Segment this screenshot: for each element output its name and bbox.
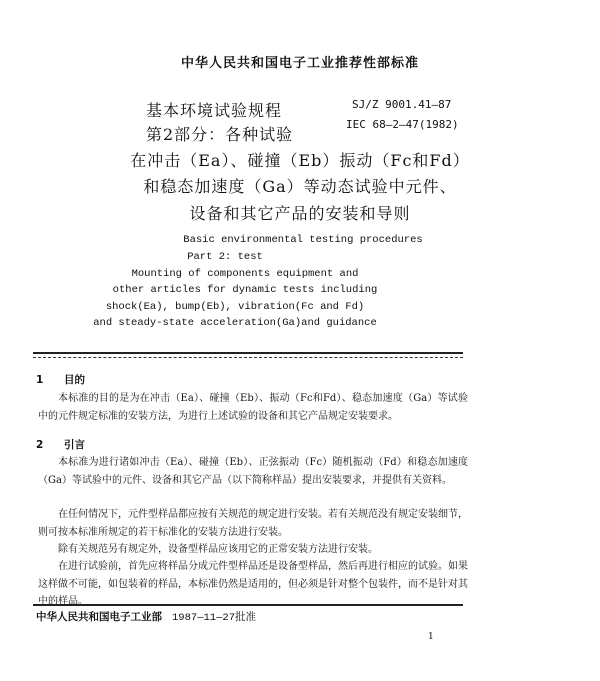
section-1-heading [36,372,85,387]
footer [36,609,256,624]
section-2-paragraph: 除有关规范另有规定外，设备型样品应该用它的正常安装方法进行安装。 [58,544,378,555]
section-2-paragraph: 本标准为进行诸如冲击（Ea）、碰撞（Eb）、正弦振动（Fc）随机振动（Fd）和稳态加速度（Ga）等试验中的元件、设备和其它产品（以下简称样品）提出安装要求，并提供有关资料。 [38,457,468,486]
section-title: 目的 [64,374,85,386]
page-number: 1 [428,632,434,642]
english-title-line: Mounting of components equipment and [131,268,359,280]
sj-standard-code: SJ/Z 9001.41—87 [352,98,452,111]
english-title-line: Part 2: test [187,251,263,263]
iec-standard-code: IEC 68—2—47(1982) [346,118,459,131]
title-line-3: 在冲击（Ea）、碰撞（Eb）振动（Fc和Fd） [130,151,470,170]
section-number: 2 [36,439,44,451]
english-title-line: shock(Ea), bump(Eb), vibration(Fc and Fd) [105,301,365,313]
title-line-1: 基本环境试验规程 [146,101,283,120]
approval-date: 1987—11—27批准 [172,612,257,624]
title-line-2: 第2部分：各种试验 [146,125,294,144]
divider-top-dashed [33,357,463,358]
english-title-line: other articles for dynamic tests including [112,284,378,296]
footer-organization: 中华人民共和国电子工业部 [36,611,162,623]
section-title: 引言 [64,439,85,451]
section-1-paragraph: 本标准的目的是为在冲击（Ea）、碰撞（Eb）、振动（Fc和Fd）、稳态加速度（Ga）等试验中的元件规定标准的安装方法，为进行上述试验的设备和其它产品规定安装要求。 [38,393,468,422]
section-number: 1 [36,374,44,386]
divider-top [33,352,463,354]
english-title-line: Basic environmental testing procedures [183,234,423,246]
section-2-paragraph: 在进行试验前，首先应将样品分成元件型样品还是设备型样品，然后再进行相应的试验。如果这样做不可能，如包装着的样品，本标准仍然是适用的，但必须是针对整个包装件，而不是针对其中的样品。 [38,561,468,607]
section-2-paragraph: 在任何情况下，元件型样品都应按有关规范的规定进行安装。若有关规范没有规定安装细节，则可按本标准所规定的若干标准化的安装方法进行安装。 [38,509,468,538]
title-line-4: 和稳态加速度（Ga）等动态试验中元件、 [143,177,457,196]
divider-bottom [33,604,463,606]
section-2-heading [36,437,85,452]
title-line-5: 设备和其它产品的安装和导则 [189,204,411,223]
standard-header: 中华人民共和国电子工业推荐性部标准 [180,56,419,71]
english-title-line: and steady-state acceleration(Ga)and guidance [93,317,377,329]
